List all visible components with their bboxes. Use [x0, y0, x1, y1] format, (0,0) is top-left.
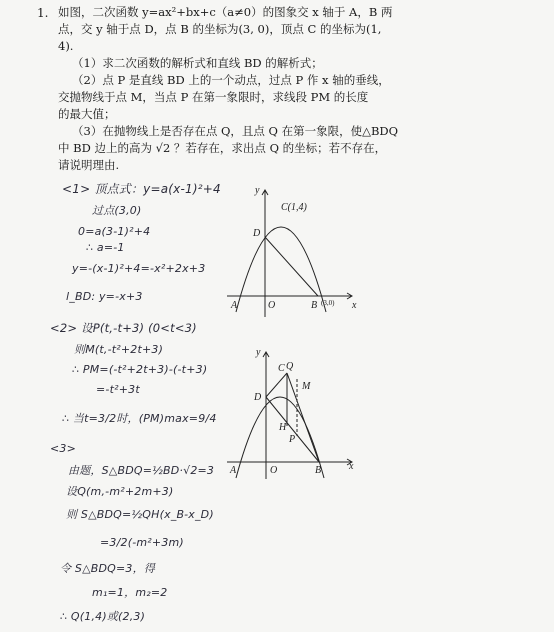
- point-b-coordinate: (3,0): [321, 299, 335, 307]
- segment-dq: [266, 373, 287, 397]
- part-1: （1）求二次函数的解析式和直线 BD 的解析式；: [72, 56, 323, 70]
- solution-line-13: 由题，S△BDQ=½BD·√2=3: [68, 464, 215, 477]
- point-b-label: B: [311, 300, 318, 311]
- parabola-figure-1: [222, 182, 362, 322]
- point-m-label: M: [302, 381, 311, 392]
- solution-line-5: y=-(x-1)²+4=-x²+2x+3: [72, 262, 206, 275]
- point-p-label: P: [289, 434, 296, 445]
- solution-line-1: <1> 顶点式：y=a(x-1)²+4: [62, 182, 221, 196]
- vertex-c-label: C: [278, 363, 285, 374]
- question-line-1: 如图，二次函数 y=ax²+bx+c（a≠0）的图象交 x 轴于 A，B 两: [58, 5, 393, 19]
- y-axis-label: y: [256, 347, 261, 358]
- point-b-label: B: [315, 465, 322, 476]
- solution-line-6: l_BD: y=-x+3: [66, 290, 143, 303]
- origin-label: O: [270, 465, 278, 476]
- part-3-line-3: 请说明理由.: [58, 158, 120, 172]
- part-2-line-3: 的最大值；: [58, 107, 116, 121]
- solution-line-2: 过点(3,0): [92, 204, 142, 217]
- parabola-figure-2: [222, 344, 362, 484]
- origin-label: O: [268, 300, 276, 311]
- point-a-label: A: [231, 300, 238, 311]
- point-d-label: D: [254, 392, 262, 403]
- vertex-c-label: C(1,4): [281, 202, 307, 213]
- segment-bd: [265, 237, 318, 296]
- part-3-line-2: 中 BD 边上的高为 √2 ？若存在，求出点 Q 的坐标；若不存在，: [58, 141, 387, 155]
- solution-line-12: <3>: [50, 442, 77, 455]
- question-line-2: 点，交 y 轴于点 D，点 B 的坐标为(3, 0)，顶点 C 的坐标为(1,: [58, 22, 382, 36]
- solution-line-15: 则 S△BDQ=½QH(x_B-x_D): [66, 508, 214, 521]
- solution-line-19: ∴ Q(1,4)或(2,3): [60, 610, 146, 623]
- question-line-3: 4).: [58, 39, 74, 53]
- point-h-label: H: [279, 422, 287, 433]
- point-q-label: Q: [286, 361, 294, 372]
- solution-line-4: ∴ a=-1: [86, 241, 125, 254]
- solution-line-17: 令 S△BDQ=3，得: [60, 562, 156, 575]
- x-axis-label: x: [352, 300, 357, 311]
- solution-line-18: m₁=1，m₂=2: [92, 586, 168, 599]
- question-number: 1.: [37, 6, 49, 20]
- part-2-line-1: （2）点 P 是直线 BD 上的一个动点，过点 P 作 x 轴的垂线，: [72, 73, 390, 87]
- part-2-line-2: 交抛物线于点 M，当点 P 在第一象限时，求线段 PM 的长度: [58, 90, 369, 104]
- x-axis-label: x: [349, 461, 354, 472]
- point-a-label: A: [230, 465, 237, 476]
- part-3-line-1: （3）在抛物线上是否存在点 Q，且点 Q 在第一象限，使△BDQ: [72, 124, 399, 138]
- solution-line-7: <2> 设P(t,-t+3) (0<t<3): [50, 321, 197, 335]
- y-axis-label: y: [255, 185, 260, 196]
- solution-line-14: 设Q(m,-m²+2m+3): [66, 485, 174, 498]
- solution-line-9: ∴ PM=(-t²+2t+3)-(-t+3): [72, 363, 208, 376]
- solution-line-11: ∴ 当t=3/2时，(PM)max=9/4: [62, 412, 217, 425]
- solution-line-3: 0=a(3-1)²+4: [78, 225, 151, 238]
- solution-line-8: 则M(t,-t²+2t+3): [74, 343, 164, 356]
- solution-line-10: =-t²+3t: [96, 383, 140, 396]
- parabola-curve: [236, 397, 324, 478]
- solution-line-16: =3/2(-m²+3m): [100, 536, 184, 549]
- point-d-label: D: [253, 228, 261, 239]
- segment-bd: [266, 397, 319, 462]
